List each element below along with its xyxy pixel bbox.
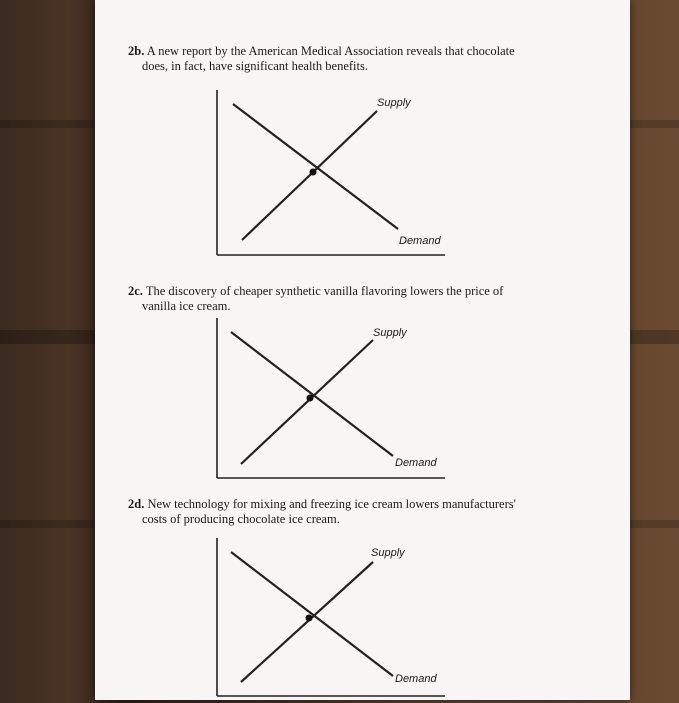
supply-curve [241, 562, 373, 682]
graph-svg [205, 90, 445, 260]
equilibrium-point [307, 395, 314, 402]
question-number: 2b. [128, 44, 145, 58]
question-2d [128, 497, 548, 527]
question-text-line2: vanilla ice cream. [142, 299, 231, 313]
question-number: 2c. [128, 284, 143, 298]
demand-curve [231, 332, 393, 456]
demand-label: Demand [395, 457, 437, 469]
graph-svg [205, 318, 445, 483]
question-text-line1: A new report by the American Medical Association reveals that chocolate [146, 44, 515, 58]
demand-label: Demand [395, 673, 437, 685]
graph-svg [205, 538, 445, 698]
supply-label: Supply [373, 327, 407, 339]
supply-label: Supply [371, 547, 405, 559]
question-text-line2: costs of producing chocolate ice cream. [142, 512, 340, 526]
demand-curve [233, 104, 398, 229]
supply-curve [242, 111, 377, 240]
demand-label: Demand [399, 235, 441, 247]
worksheet-page [95, 0, 630, 700]
question-2b [128, 44, 548, 74]
equilibrium-point [310, 169, 317, 176]
supply-label: Supply [377, 97, 411, 109]
question-text-line1: The discovery of cheaper synthetic vanilla flavoring lowers the price of [145, 284, 504, 298]
question-text-line2: does, in fact, have significant health benefits. [142, 59, 368, 73]
supply-demand-graph-2c [205, 318, 445, 488]
demand-curve [231, 552, 393, 676]
equilibrium-point [306, 615, 313, 622]
supply-demand-graph-2d [205, 538, 445, 703]
supply-curve [241, 340, 373, 464]
question-2c [128, 284, 548, 314]
question-number: 2d. [128, 497, 145, 511]
question-text-line1: New technology for mixing and freezing ice cream lowers manufacturers' [147, 497, 516, 511]
supply-demand-graph-2b [205, 90, 445, 265]
